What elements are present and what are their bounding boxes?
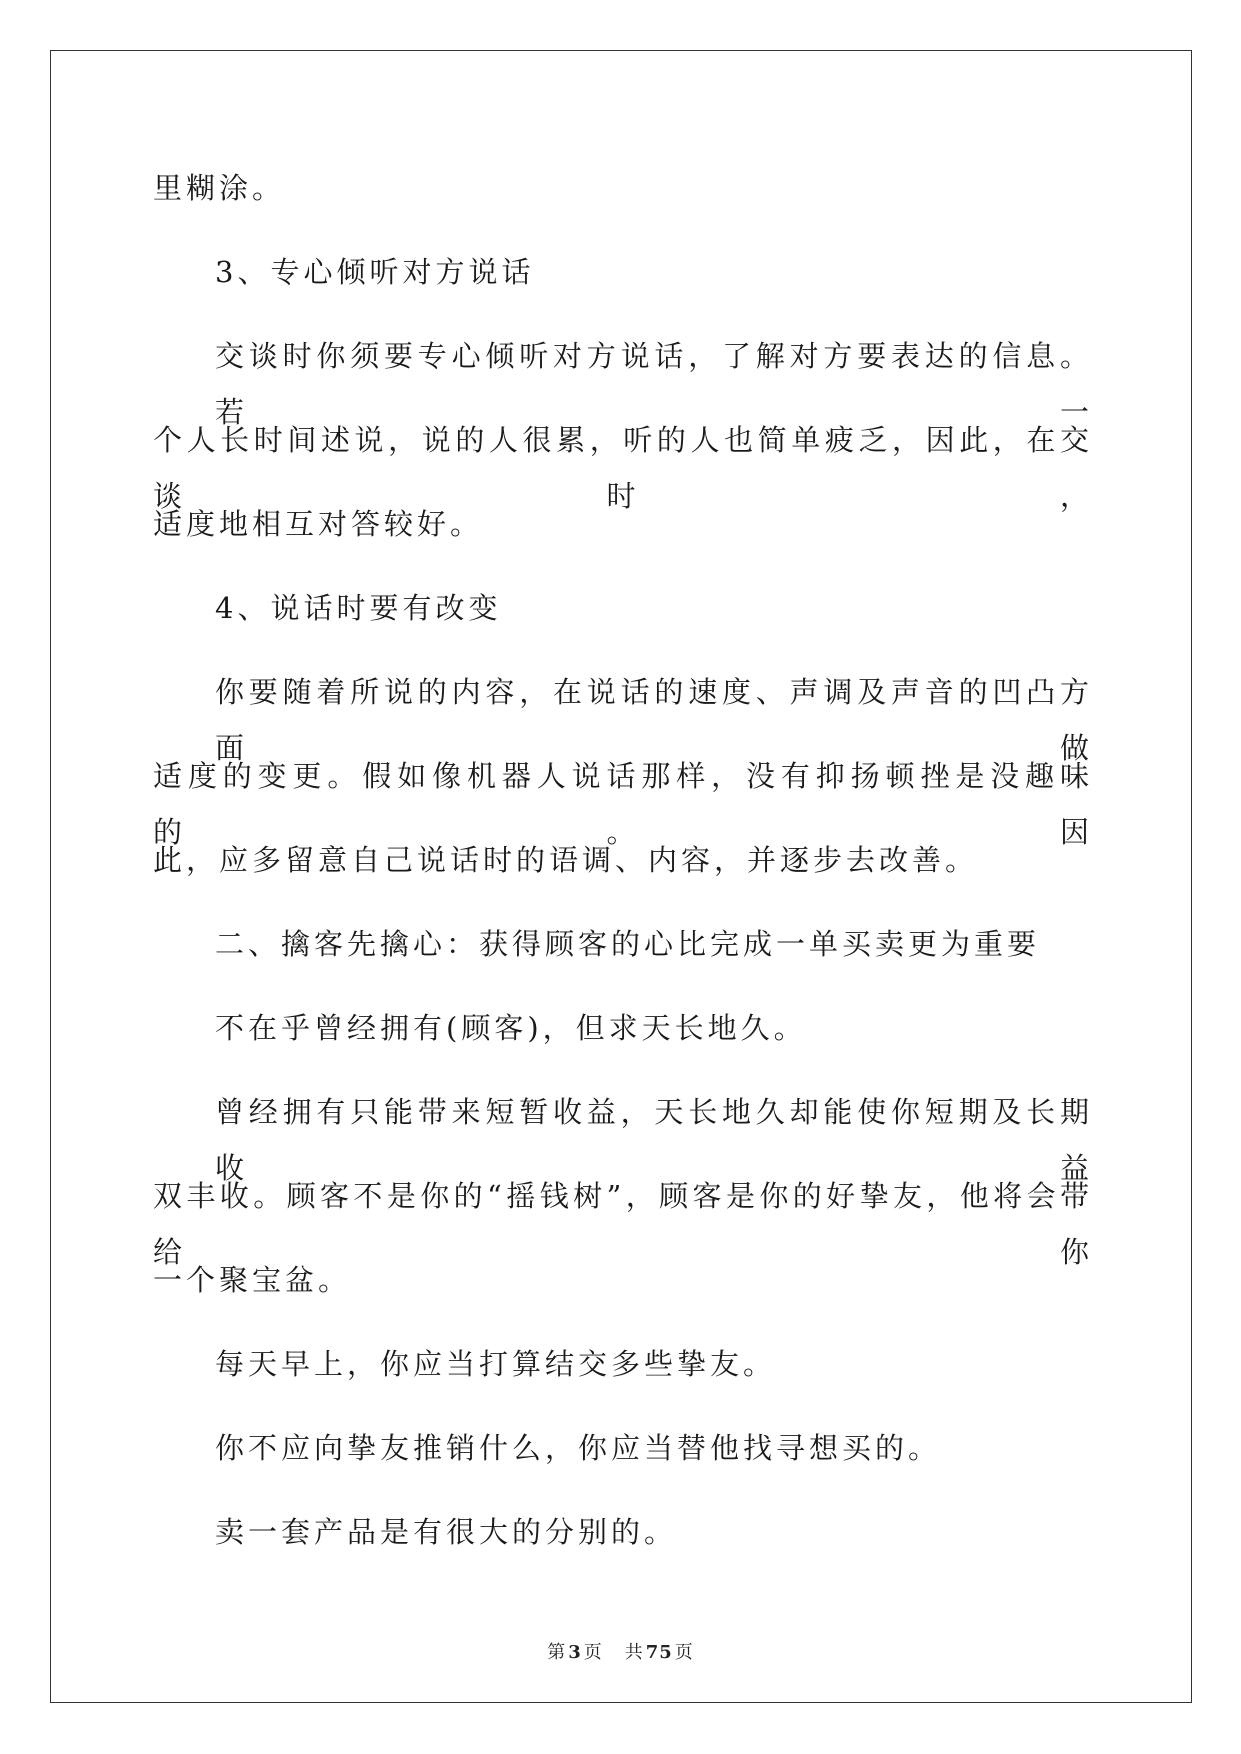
page-prefix: 第 [547, 1642, 567, 1663]
section-heading: 4、说话时要有改变 [215, 591, 502, 625]
total-suffix: 页 [674, 1642, 694, 1663]
total-pages: 75 [645, 1642, 673, 1663]
paragraph-line: 里糊涂。 [153, 171, 286, 205]
page-suffix: 页 [583, 1642, 603, 1663]
paragraph-line: 适度的变更。假如像机器人说话那样，没有抑扬顿挫是没趣味的。因 [153, 759, 1093, 849]
total-prefix: 共 [624, 1642, 644, 1663]
paragraph-line: 交谈时你须要专心倾听对方说话，了解对方要表达的信息。若一 [215, 339, 1093, 429]
page-footer [0, 1638, 1241, 1664]
paragraph-line: 卖一套产品是有很大的分别的。 [215, 1515, 678, 1549]
paragraph-line: 个人长时间述说，说的人很累，听的人也简单疲乏，因此，在交谈时， [153, 423, 1093, 513]
paragraph-line: 曾经拥有只能带来短暂收益，天长地久却能使你短期及长期收益 [215, 1095, 1093, 1185]
section-heading: 3、专心倾听对方说话 [215, 255, 535, 289]
paragraph-line: 你要随着所说的内容，在说话的速度、声调及声音的凹凸方面做 [215, 675, 1093, 765]
paragraph-line: 不在乎曾经拥有(顾客)，但求天长地久。 [215, 1011, 807, 1045]
paragraph-line: 每天早上，你应当打算结交多些挚友。 [215, 1347, 777, 1381]
paragraph-line: 适度地相互对答较好。 [153, 507, 484, 541]
section-heading: 二、擒客先擒心：获得顾客的心比完成一单买卖更为重要 [215, 927, 1041, 961]
paragraph-line: 一个聚宝盆。 [153, 1263, 352, 1297]
paragraph-line: 此，应多留意自己说话时的语调、内容，并逐步去改善。 [153, 843, 979, 877]
paragraph-line: 双丰收。顾客不是你的“摇钱树”，顾客是你的好挚友，他将会带给你 [153, 1179, 1093, 1269]
page-number: 3 [568, 1642, 582, 1663]
document-body [153, 160, 1093, 1588]
paragraph-line: 你不应向挚友推销什么，你应当替他找寻想买的。 [215, 1431, 942, 1465]
